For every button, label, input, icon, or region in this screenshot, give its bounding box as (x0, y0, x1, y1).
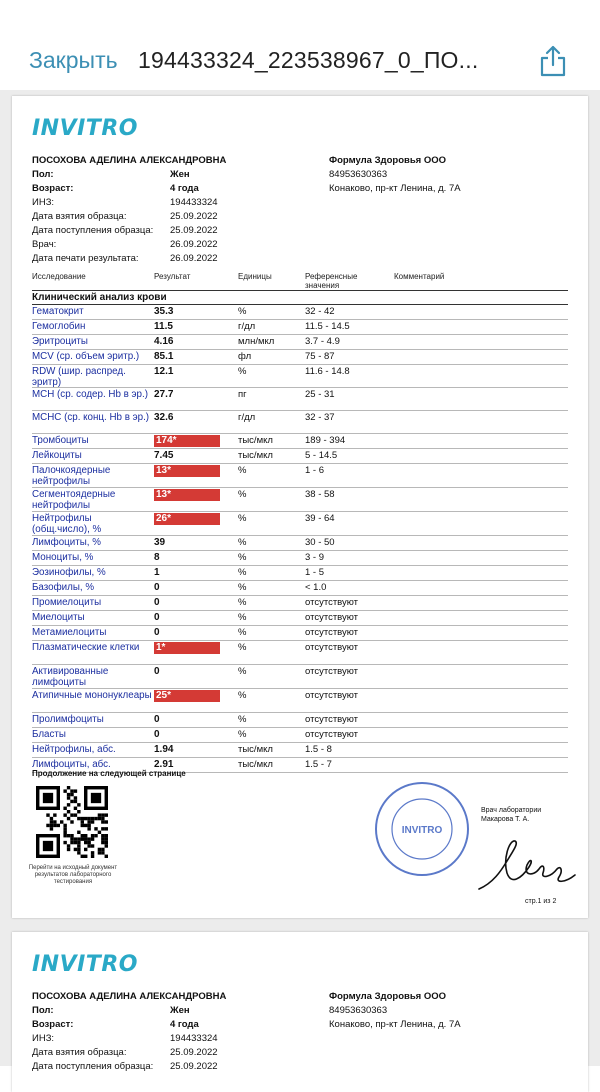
share-icon[interactable] (537, 44, 569, 78)
result-row (32, 350, 568, 365)
result-row (32, 596, 568, 611)
qr-caption: Перейти на исходный документ результатов лабораторного тестирования (28, 865, 118, 885)
doctor-info (481, 806, 541, 824)
page-number: стр.1 из 2 (525, 898, 557, 905)
info-label: Пол: (32, 1005, 54, 1016)
info-row (32, 1018, 226, 1032)
viewer-toolbar (0, 0, 600, 90)
test-name: Гемоглобин (32, 321, 86, 332)
info-row (32, 210, 226, 224)
info-value: 25.09.2022 (170, 1047, 218, 1058)
test-reference: < 1.0 (305, 582, 327, 593)
test-unit: тыс/мкл (238, 744, 273, 755)
test-unit: г/дл (238, 412, 256, 423)
test-unit: % (238, 666, 247, 677)
test-result: 85.1 (154, 351, 174, 362)
column-result: Результат (154, 272, 191, 281)
test-unit: тыс/мкл (238, 759, 273, 770)
test-result: 12.1 (154, 366, 174, 377)
test-result: 1 (154, 567, 160, 578)
lab-info (329, 154, 461, 196)
table-divider (32, 290, 568, 291)
test-result: 32.6 (154, 412, 174, 423)
result-row (32, 713, 568, 728)
test-unit: % (238, 714, 247, 725)
test-name: Лимфоциты, % (32, 537, 101, 548)
test-name: Атипичные мононуклеары (32, 690, 152, 701)
patient-info (32, 990, 226, 1074)
test-name: Плазматические клетки (32, 642, 140, 653)
test-name: Миелоциты (32, 612, 85, 623)
test-unit: млн/мкл (238, 336, 275, 347)
test-reference: 1.5 - 7 (305, 759, 332, 770)
result-row (32, 449, 568, 464)
result-row (32, 434, 568, 449)
test-reference: 75 - 87 (305, 351, 335, 362)
patient-name: ПОСОХОВА АДЕЛИНА АЛЕКСАНДРОВНА (32, 155, 227, 166)
result-row (32, 488, 568, 512)
test-result-flagged: 13* (154, 465, 220, 477)
lab-info (329, 990, 461, 1032)
test-result: 2.91 (154, 759, 174, 770)
test-result: 11.5 (154, 321, 173, 332)
result-row (32, 464, 568, 488)
test-name: Пролимфоциты (32, 714, 104, 725)
test-unit: % (238, 729, 247, 740)
test-result: 27.7 (154, 389, 174, 400)
info-row (32, 1032, 226, 1046)
test-result: 4.16 (154, 336, 174, 347)
test-reference: отсутствуют (305, 666, 359, 677)
test-name: Базофилы, % (32, 582, 95, 593)
result-row (32, 411, 568, 434)
patient-name: ПОСОХОВА АДЕЛИНА АЛЕКСАНДРОВНА (32, 991, 227, 1002)
result-row (32, 641, 568, 665)
result-row (32, 551, 568, 566)
test-result: 39 (154, 537, 166, 548)
report-page-1 (12, 96, 588, 918)
test-reference: отсутствуют (305, 612, 359, 623)
test-reference: 5 - 14.5 (305, 450, 338, 461)
result-row (32, 388, 568, 411)
test-result: 0 (154, 582, 160, 593)
info-row (32, 224, 226, 238)
test-reference: 11.5 - 14.5 (305, 321, 350, 332)
qr-code[interactable] (36, 786, 108, 858)
test-unit: пг (238, 389, 247, 400)
continued-note: Продолжение на следующей странице (32, 769, 186, 778)
test-unit: фл (238, 351, 252, 362)
test-result: 0 (154, 597, 160, 608)
test-name: Моноциты, % (32, 552, 94, 563)
test-reference: отсутствуют (305, 690, 359, 701)
test-result: 1.94 (154, 744, 174, 755)
info-row (32, 1046, 226, 1060)
result-row (32, 305, 568, 320)
test-result: 7.45 (154, 450, 174, 461)
result-row (32, 626, 568, 641)
test-result: 35.3 (154, 306, 174, 317)
result-row (32, 365, 568, 388)
org-name: Формула Здоровья ООО (329, 991, 447, 1002)
test-name: Метамиелоциты (32, 627, 107, 638)
result-row (32, 743, 568, 758)
info-label: Возраст: (32, 183, 74, 194)
test-reference: 1.5 - 8 (305, 744, 332, 755)
result-row (32, 320, 568, 335)
test-unit: % (238, 552, 247, 563)
test-name: Сегментоядерные нейтрофилы (32, 489, 116, 511)
test-result: 0 (154, 666, 160, 677)
test-result: 0 (154, 612, 160, 623)
test-name: Нейтрофилы (общ.число), % (32, 513, 102, 535)
test-unit: % (238, 597, 247, 608)
test-name: Лимфоциты, абс. (32, 759, 111, 770)
test-result-flagged: 174* (154, 435, 220, 447)
test-unit: тыс/мкл (238, 450, 273, 461)
test-unit: % (238, 513, 247, 524)
result-row (32, 512, 568, 536)
test-unit: % (238, 537, 247, 548)
test-reference: 25 - 31 (305, 389, 335, 400)
info-value: 194433324 (170, 197, 218, 208)
test-reference: 38 - 58 (305, 489, 335, 500)
column-reference: Референсные значения (305, 272, 358, 290)
info-row (32, 1060, 226, 1074)
org-address: Конаково, пр-кт Ленина, д. 7А (329, 1019, 461, 1030)
info-row (32, 168, 226, 182)
test-unit: тыс/мкл (238, 435, 273, 446)
test-name: Гематокрит (32, 306, 84, 317)
test-name: MCHC (ср. конц. Hb в эр.) (32, 412, 150, 423)
test-result: 8 (154, 552, 160, 563)
test-unit: % (238, 567, 247, 578)
test-name: MCH (ср. содер. Hb в эр.) (32, 389, 148, 400)
test-name: Лейкоциты (32, 450, 82, 461)
invitro-logo: INVITRO (32, 116, 138, 141)
test-unit: % (238, 306, 247, 317)
info-value: 194433324 (170, 1033, 218, 1044)
info-label: Дата поступления образца: (32, 1061, 154, 1072)
section-title: Клинический анализ крови (32, 292, 167, 303)
info-value: 25.09.2022 (170, 211, 218, 222)
test-reference: отсутствуют (305, 597, 359, 608)
result-row (32, 566, 568, 581)
patient-info (32, 154, 226, 266)
info-row (32, 252, 226, 266)
doctor-name: Макарова Т. А. (481, 816, 530, 823)
info-label: Дата печати результата: (32, 253, 139, 264)
info-value: 25.09.2022 (170, 225, 218, 236)
test-result-flagged: 1* (154, 642, 220, 654)
test-unit: % (238, 690, 247, 701)
lab-stamp (372, 779, 472, 879)
test-reference: отсутствуют (305, 714, 359, 725)
test-reference: 32 - 42 (305, 306, 335, 317)
test-name: Нейтрофилы, абс. (32, 744, 116, 755)
test-name: Эозинофилы, % (32, 567, 106, 578)
column-units: Единицы (238, 272, 272, 281)
result-row (32, 728, 568, 743)
test-result: 0 (154, 627, 160, 638)
org-address: Конаково, пр-кт Ленина, д. 7А (329, 183, 461, 194)
test-name: Бласты (32, 729, 66, 740)
info-label: ИНЗ: (32, 197, 55, 208)
test-unit: % (238, 627, 247, 638)
test-reference: отсутствуют (305, 642, 359, 653)
info-label: Врач: (32, 239, 57, 250)
info-value: Жен (170, 1005, 190, 1016)
test-result-flagged: 26* (154, 513, 220, 525)
test-reference: отсутствуют (305, 627, 359, 638)
test-reference: 11.6 - 14.8 (305, 366, 350, 377)
close-button[interactable]: Закрыть (29, 47, 118, 73)
test-unit: % (238, 366, 247, 377)
test-reference: 39 - 64 (305, 513, 335, 524)
info-value: 25.09.2022 (170, 1061, 218, 1072)
info-label: Дата взятия образца: (32, 211, 127, 222)
test-name: RDW (шир. распред. эритр) (32, 366, 126, 388)
test-unit: % (238, 612, 247, 623)
test-reference: 3 - 9 (305, 552, 325, 563)
info-value: Жен (170, 169, 190, 180)
test-result-flagged: 13* (154, 489, 220, 501)
test-reference: 30 - 50 (305, 537, 335, 548)
test-name: Промиелоциты (32, 597, 102, 608)
column-comment: Комментарий (394, 272, 445, 281)
document-title: 194433324_223538967_0_ПО... (138, 47, 479, 73)
info-value: 26.09.2022 (170, 253, 218, 264)
org-name: Формула Здоровья ООО (329, 155, 447, 166)
doctor-title: Врач лаборатории (481, 807, 542, 814)
info-row (32, 182, 226, 196)
test-reference: 32 - 37 (305, 412, 335, 423)
info-value: 26.09.2022 (170, 239, 218, 250)
test-reference: 1 - 6 (305, 465, 325, 476)
result-row (32, 611, 568, 626)
test-unit: % (238, 642, 247, 653)
test-name: Тромбоциты (32, 435, 89, 446)
org-phone: 84953630363 (329, 169, 388, 180)
test-unit: % (238, 465, 247, 476)
info-value: 4 года (170, 183, 199, 194)
test-reference: 189 - 394 (305, 435, 346, 446)
report-page-2 (12, 932, 588, 1092)
result-row (32, 335, 568, 350)
test-result: 0 (154, 729, 160, 740)
test-unit: % (238, 582, 247, 593)
invitro-logo: INVITRO (32, 952, 138, 977)
stamp-text: INVITRO (401, 825, 443, 836)
result-row (32, 689, 568, 713)
result-row (32, 665, 568, 689)
result-row (32, 581, 568, 596)
test-result-flagged: 25* (154, 690, 220, 702)
info-label: Дата поступления образца: (32, 225, 154, 236)
test-unit: г/дл (238, 321, 256, 332)
info-row (32, 1004, 226, 1018)
test-name: Палочкоядерные нейтрофилы (32, 465, 111, 487)
result-row (32, 536, 568, 551)
info-label: ИНЗ: (32, 1033, 55, 1044)
test-result: 0 (154, 714, 160, 725)
doctor-signature (471, 831, 581, 901)
column-study: Исследование (32, 272, 86, 281)
info-label: Возраст: (32, 1019, 74, 1030)
test-reference: отсутствуют (305, 729, 359, 740)
test-reference: 3.7 - 4.9 (305, 336, 340, 347)
test-unit: % (238, 489, 247, 500)
info-row (32, 196, 226, 210)
info-label: Пол: (32, 169, 54, 180)
test-name: MCV (ср. объем эритр.) (32, 351, 140, 362)
test-reference: 1 - 5 (305, 567, 325, 578)
test-name: Активированные лимфоциты (32, 666, 109, 688)
info-row (32, 238, 226, 252)
info-value: 4 года (170, 1019, 199, 1030)
org-phone: 84953630363 (329, 1005, 388, 1016)
test-name: Эритроциты (32, 336, 88, 347)
info-label: Дата взятия образца: (32, 1047, 127, 1058)
